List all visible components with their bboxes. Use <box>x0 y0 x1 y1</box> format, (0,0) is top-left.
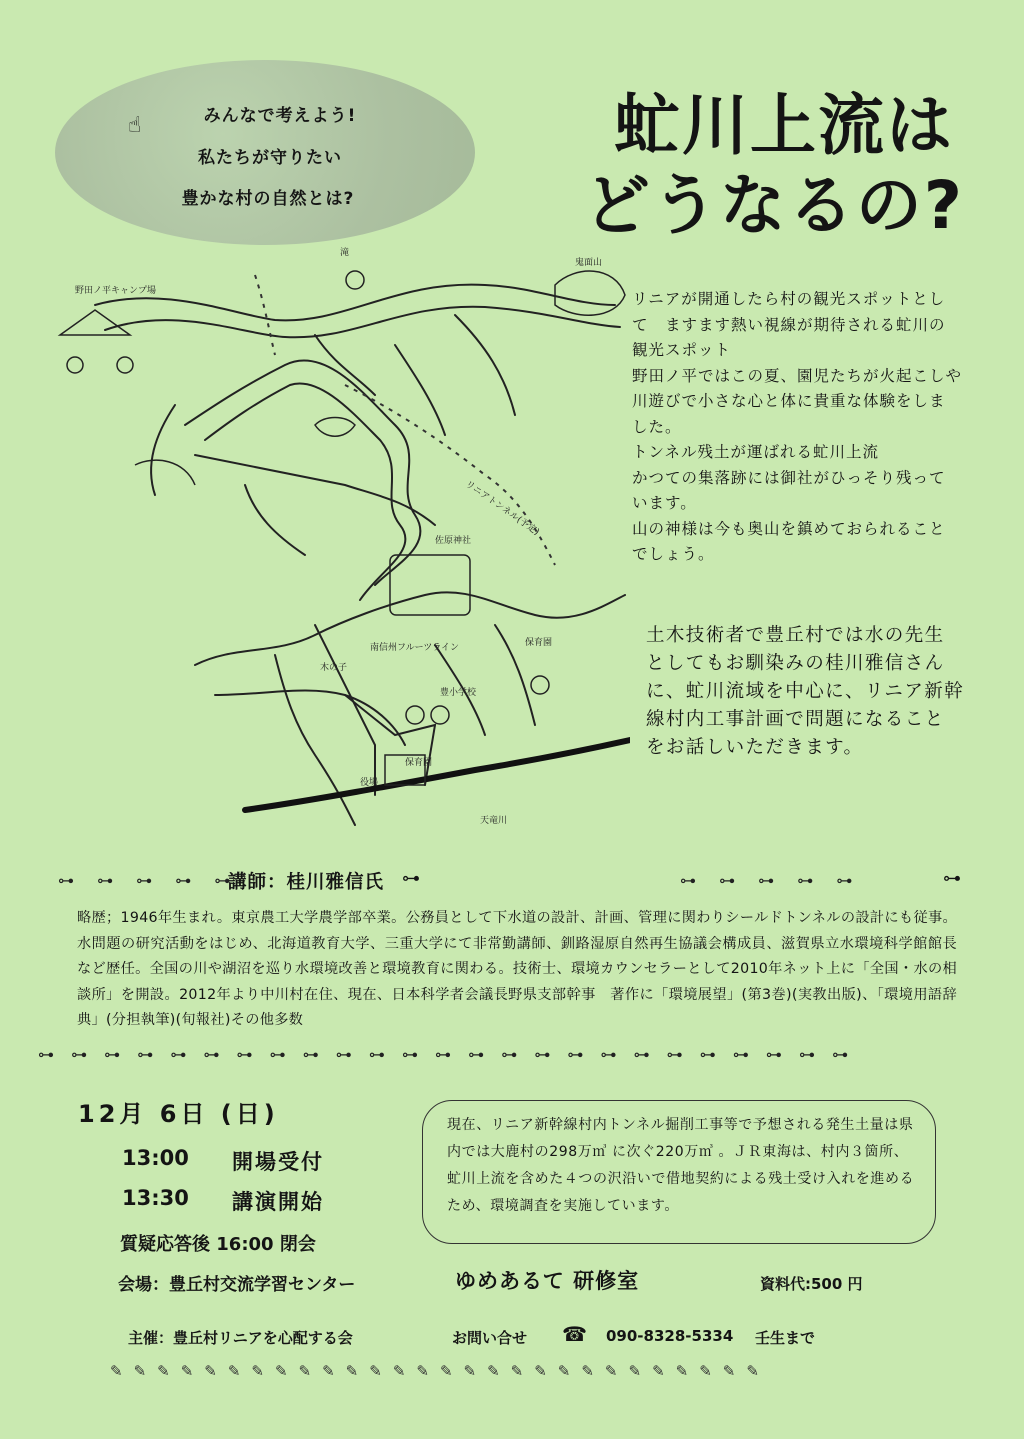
map-label-shrine: 佐原神社 <box>435 536 472 546</box>
side-line: て ますます熱い視線が期待される虻川の <box>632 315 946 334</box>
venue-name: ゆめあるて 研修室 <box>455 1269 640 1293</box>
lead-description <box>646 622 986 762</box>
divider-segment: ⊶ ⊶ ⊶ ⊶ ⊶ <box>38 1045 193 1064</box>
divider-left: ⊶ ⊶ ⊶ ⊶ ⊶ <box>58 871 240 890</box>
side-description <box>632 287 987 568</box>
map-label-tenryu: 天竜川 <box>480 816 508 826</box>
side-line: リニアが開通したら村の観光スポットとし <box>632 290 946 308</box>
lead-line: に、虻川流域を中心に、リニア新幹 <box>646 681 965 702</box>
fee: 資料代:500 円 <box>760 1275 863 1293</box>
side-line: 野田ノ平ではこの夏、園児たちが火起こしや <box>632 366 963 385</box>
side-line: 川遊びで小さな心と体に貴重な体験をしま <box>632 392 946 410</box>
side-line: した。 <box>632 417 682 436</box>
contact-label: お問い合せ <box>452 1329 528 1347</box>
divider-bottom <box>38 1045 854 1064</box>
info-box-text: 現在、リニア新幹線村内トンネル掘削工事等で予想される発生土量は県内では大鹿村の298万㎥ に次ぐ220万㎥ 。ＪＲ東海は、村内３箇所、虻川上流を含めた４つの沢沿いで借地契約による残土受け入れを進めるため、環境調査を実施しています。 <box>447 1117 915 1214</box>
divider-segment: ⊶ ⊶ ⊶ ⊶ ⊶ <box>699 1045 855 1064</box>
side-line: 山の神様は今も奥山を鎮めておられること <box>632 519 946 538</box>
open-time: 13:00 <box>122 1146 189 1170</box>
phone-icon: ☎ <box>562 1322 587 1346</box>
map-label-hoiku2: 保育園 <box>405 758 433 768</box>
map-label-waterfall: 滝 <box>340 248 350 258</box>
divider-right: ⊶ ⊶ ⊶ ⊶ ⊶ <box>680 871 862 890</box>
open-label: 開場受付 <box>232 1150 324 1174</box>
bubble-line-2: 私たちが守りたい <box>198 148 342 168</box>
bubble-line-1: みんなで考えよう! <box>203 106 357 126</box>
venue-label: 会場：豊丘村交流学習センター <box>118 1275 356 1295</box>
lead-line: 土木技術者で豊丘村では水の先生 <box>646 625 945 646</box>
arrow-ornament-icon: ⊶ <box>402 868 420 889</box>
speaker-bio: 略歴；1946年生まれ。東京農工大学農学部卒業。公務員として下水道の設計、計画、管理に関わりシールドトンネルの設計にも従事。水問題の研究活動をはじめ、北海道教育大学、三重大学にて非常勤講師、釧路湿原自然再生協議会構成員、滋賀県立水環境科学館館長など歴任。全国の川や湖沼を巡り水環境改善と環境教育に関わる。技術士、環境カウンセラーとして2010年ネット上に「全国・水の相談所」を開設。2012年より中川村在住、現在、日本科学者会議長野県支部幹事 著作に「環境展望」(第3巻)(実教出版)、「環境用語辞典」(分担執筆)(旬報社)その他多数 <box>77 910 957 1028</box>
pencil-border: ✎✎✎✎✎✎✎✎✎✎✎✎✎✎✎✎✎✎✎✎✎✎✎✎✎✎✎✎ <box>110 1362 770 1380</box>
title-line-2: どうなるの? <box>583 167 964 244</box>
map-label-hoiku1: 保育園 <box>525 638 553 648</box>
organizer: 主催：豊丘村リニアを心配する会 <box>128 1329 353 1347</box>
close-info: 質疑応答後 16:00 閉会 <box>120 1234 316 1255</box>
map-label-route: 南信州フルーツライン <box>370 643 460 653</box>
bubble-line-3: 豊かな村の自然とは? <box>181 189 355 209</box>
arrow-ornament-icon: ⊶ <box>943 868 961 889</box>
side-line: かつての集落跡には御社がひっそり残って <box>632 468 946 487</box>
phone-number: 090-8328-5334 <box>606 1327 734 1345</box>
lead-line: をお話しいただきます。 <box>646 737 864 758</box>
start-label: 講演開始 <box>232 1190 324 1214</box>
side-line: でしょう。 <box>632 545 715 563</box>
speaker-heading: 講師：桂川雅信氏 <box>228 872 385 893</box>
side-line: トンネル残土が運ばれる虻川上流 <box>632 443 880 461</box>
map-label-oshika: 鬼面山 <box>575 258 603 268</box>
lead-line: としてもお馴染みの桂川雅信さん <box>646 653 945 674</box>
river-map <box>15 225 630 835</box>
lead-line: 線村内工事計画で問題になること <box>646 709 945 730</box>
side-line: 観光スポット <box>632 341 732 359</box>
map-label-school: 豊小学校 <box>440 688 477 698</box>
contact-name: 壬生まで <box>755 1329 816 1347</box>
start-time: 13:30 <box>122 1186 189 1210</box>
map-label-nodaira: 野田ノ平キャンプ場 <box>75 286 157 296</box>
map-label-tunnel: リニアトンネル(予定) <box>463 479 541 538</box>
divider-segment: ⊶ ⊶ ⊶ ⊶ ⊶ <box>534 1045 689 1064</box>
map-label-office: 役場 <box>360 778 379 788</box>
divider-segment: ⊶ ⊶ ⊶ ⊶ ⊶ <box>368 1045 524 1064</box>
event-date: 12月 6日 (日) <box>78 1100 279 1128</box>
map-label-koba: 木の子 <box>320 663 348 673</box>
side-line: います。 <box>632 494 697 512</box>
divider-segment: ⊶ ⊶ ⊶ ⊶ ⊶ <box>203 1045 358 1064</box>
pointing-hand-icon: ☝ <box>128 113 142 138</box>
title-line-1: 虻川上流は <box>614 87 954 164</box>
